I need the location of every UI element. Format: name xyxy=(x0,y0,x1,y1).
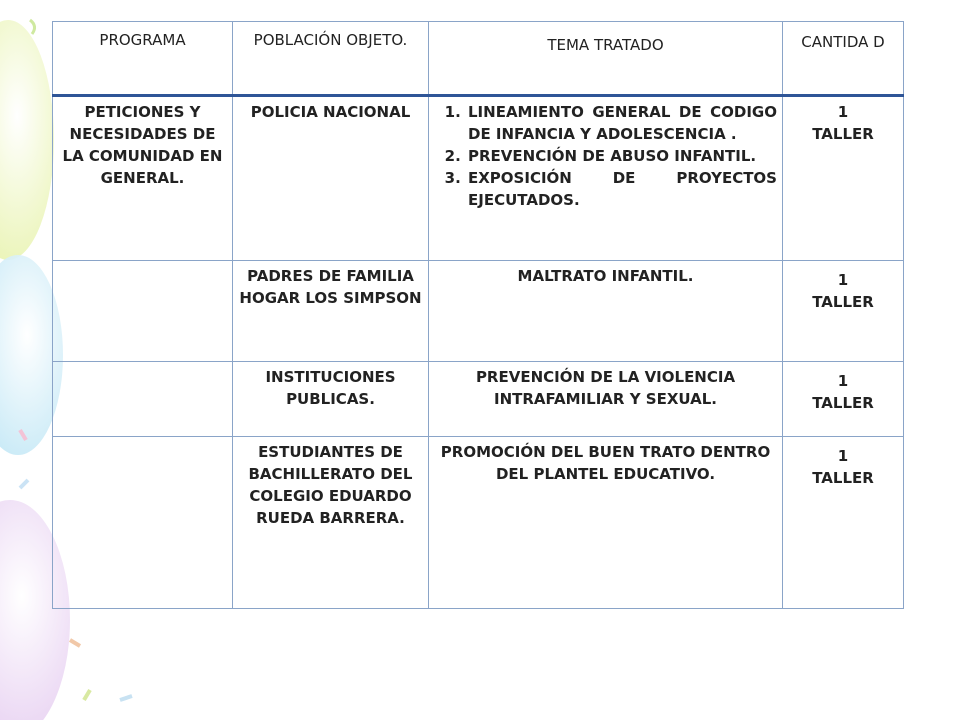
programa-cell: PETICIONES Y NECESIDADES DE LA COMUNIDAD EN GENERAL. xyxy=(53,96,233,261)
cantidad-cell xyxy=(783,362,904,437)
poblacion-cell: INSTITUCIONES PUBLICAS. xyxy=(233,362,429,437)
poblacion-cell: ESTUDIANTES DE BACHILLERATO DEL COLEGIO EDUARDO RUEDA BARRERA. xyxy=(233,437,429,609)
cantidad-cell xyxy=(783,261,904,362)
tema-cell: MALTRATO INFANTIL. xyxy=(429,261,783,362)
cantidad-cell xyxy=(783,437,904,609)
programa-cell xyxy=(53,437,233,609)
topic-item: 3. EXPOSICIÓN DE PROYECTOS EJECUTADOS. xyxy=(466,167,777,211)
cantidad-unit: TALLER xyxy=(812,469,874,487)
topic-list xyxy=(434,101,777,211)
topic-item: 2. PREVENCIÓN DE ABUSO INFANTIL. xyxy=(466,145,777,167)
header-poblacion: POBLACIÓN OBJETO. xyxy=(233,22,429,96)
topic-item: 1. LINEAMIENTO GENERAL DE CODIGO DE INFANCIA Y ADOLESCENCIA . xyxy=(466,101,777,145)
table-row xyxy=(53,437,904,609)
header-cantidad: CANTIDA D xyxy=(783,22,904,96)
poblacion-cell: PADRES DE FAMILIA HOGAR LOS SIMPSON xyxy=(233,261,429,362)
cantidad-unit: TALLER xyxy=(812,394,874,412)
header-programa: PROGRAMA xyxy=(53,22,233,96)
cantidad-unit: TALLER xyxy=(812,125,874,143)
cantidad-cell xyxy=(783,96,904,261)
header-tema: TEMA TRATADO xyxy=(429,22,783,96)
programa-cell xyxy=(53,362,233,437)
table-row xyxy=(53,261,904,362)
cantidad-number: 1 xyxy=(837,103,849,121)
cantidad-number: 1 xyxy=(837,271,849,289)
cantidad-number: 1 xyxy=(837,372,849,390)
poblacion-cell: POLICIA NACIONAL xyxy=(233,96,429,261)
tema-cell: PROMOCIÓN DEL BUEN TRATO DENTRO DEL PLANTEL EDUCATIVO. xyxy=(429,437,783,609)
table-row xyxy=(53,96,904,261)
tema-cell: PREVENCIÓN DE LA VIOLENCIA INTRAFAMILIAR Y SEXUAL. xyxy=(429,362,783,437)
cantidad-unit: TALLER xyxy=(812,293,874,311)
programa-cell xyxy=(53,261,233,362)
program-table xyxy=(52,21,904,609)
cantidad-number: 1 xyxy=(837,447,849,465)
tema-cell xyxy=(429,96,783,261)
table-header-row xyxy=(53,22,904,96)
table-row xyxy=(53,362,904,437)
